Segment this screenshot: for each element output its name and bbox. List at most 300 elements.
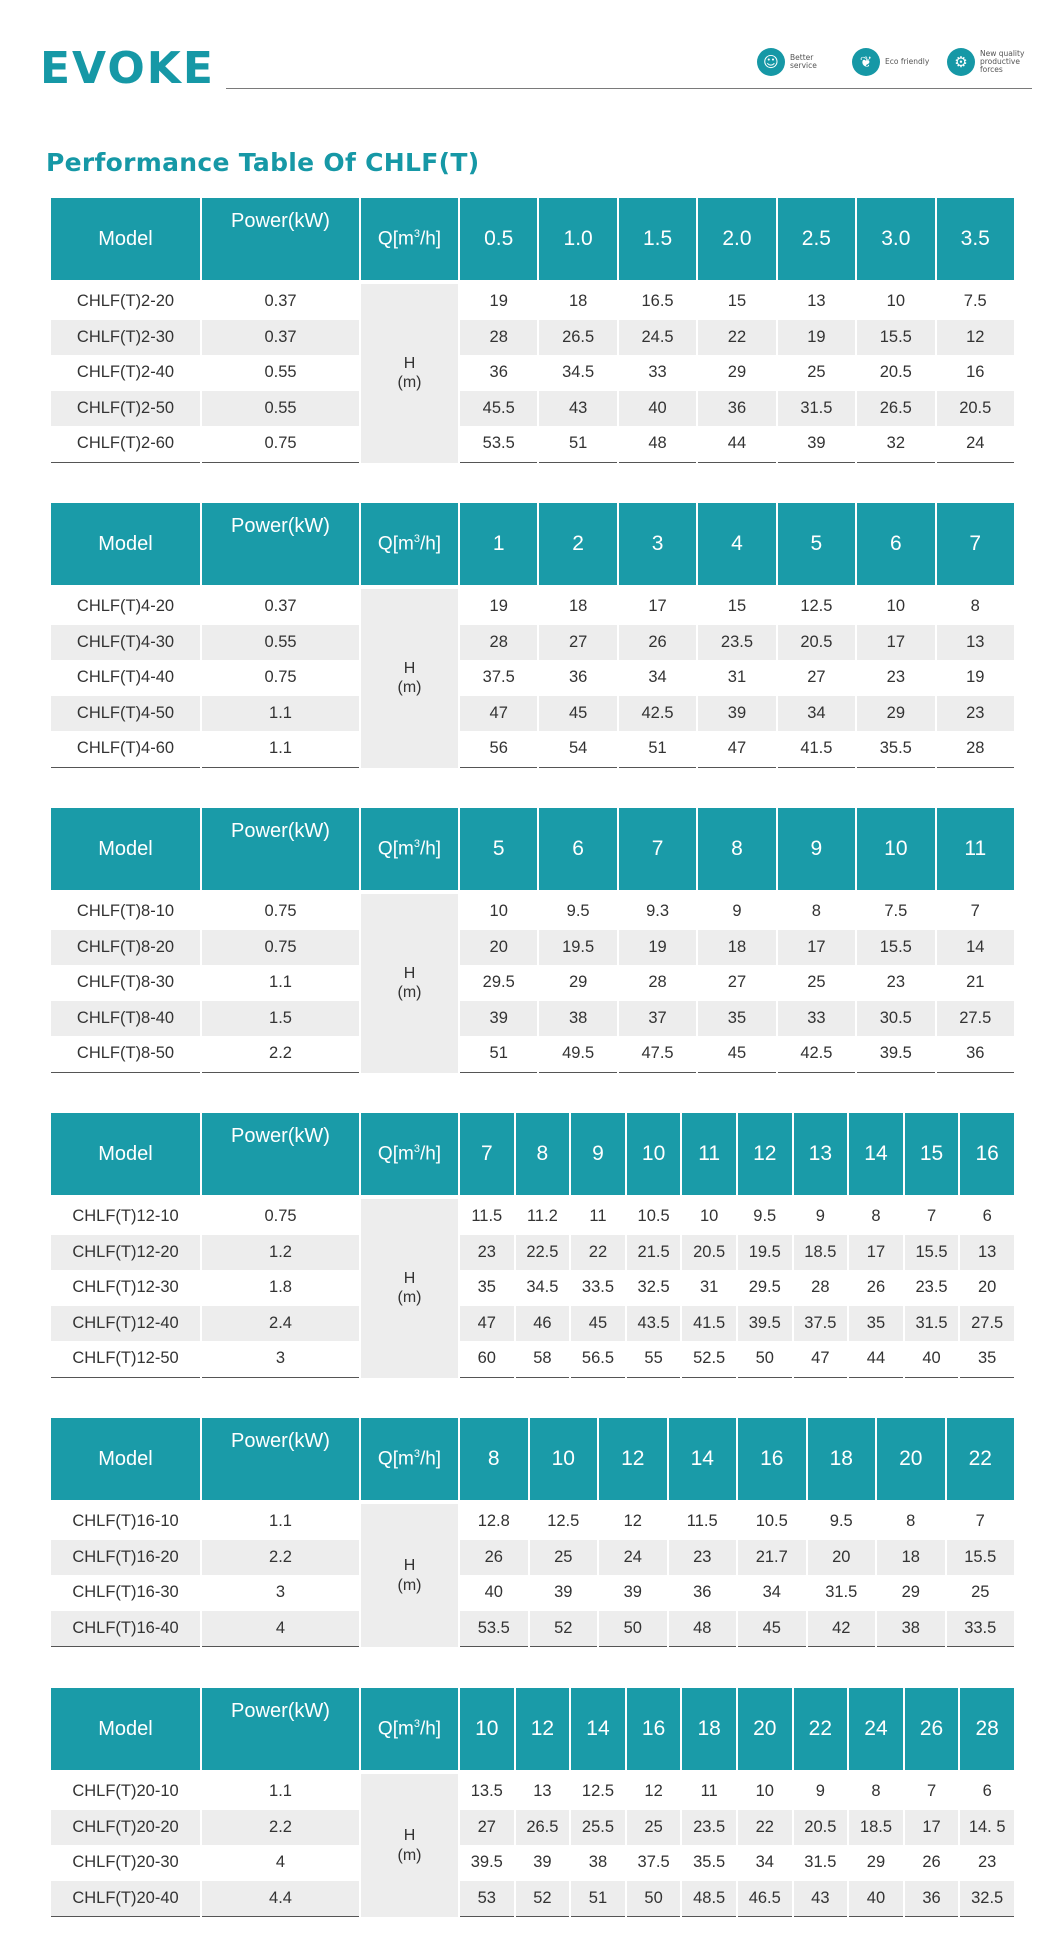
model-header: Model — [51, 1113, 200, 1195]
head-value-cell: 17 — [619, 585, 696, 625]
flow-unit-sup: 3 — [413, 1142, 420, 1155]
head-value-cell: 23 — [460, 1235, 514, 1271]
head-value-cell: 13 — [516, 1770, 570, 1810]
evoke-logo: EVOKE — [40, 43, 215, 94]
flow-rate-header: 6 — [857, 503, 934, 585]
head-value-cell: 19 — [460, 585, 537, 625]
head-unit: (m) — [397, 1289, 422, 1307]
flow-unit-header — [361, 808, 458, 890]
flow-rate-header: 10 — [460, 1688, 514, 1770]
power-cell: 0.37 — [202, 280, 359, 320]
table-row — [51, 1611, 1014, 1648]
table-row — [51, 1770, 1014, 1810]
flow-rate-header: 8 — [516, 1113, 570, 1195]
power-cell: 2.2 — [202, 1540, 359, 1576]
model-cell: CHLF(T)12-20 — [51, 1235, 200, 1271]
head-value-cell: 12.5 — [530, 1500, 598, 1540]
head-value-cell: 29 — [849, 1845, 903, 1881]
flow-rate-header: 16 — [738, 1418, 806, 1500]
head-value-cell: 35 — [460, 1270, 514, 1306]
head-value-cell: 12 — [599, 1500, 667, 1540]
model-header: Model — [51, 503, 200, 585]
flow-unit-suffix: /h] — [419, 228, 442, 250]
table-row — [51, 930, 1014, 966]
table-row — [51, 696, 1014, 732]
header-divider — [226, 88, 1032, 89]
head-value-cell: 35 — [960, 1341, 1014, 1378]
table-header-row — [51, 198, 1014, 280]
head-value-cell: 9.5 — [738, 1195, 792, 1235]
model-cell: CHLF(T)2-40 — [51, 355, 200, 391]
head-value-cell: 9.3 — [619, 890, 696, 930]
flow-unit-prefix: Q[m — [377, 1718, 414, 1740]
head-value-cell: 27.5 — [960, 1306, 1014, 1342]
flow-rate-header: 24 — [849, 1688, 903, 1770]
head-value-cell: 21.7 — [738, 1540, 806, 1576]
head-value-cell: 26 — [905, 1845, 959, 1881]
head-value-cell: 12 — [627, 1770, 681, 1810]
head-unit: (m) — [397, 1576, 422, 1594]
head-value-cell: 6 — [960, 1195, 1014, 1235]
table-row — [51, 280, 1014, 320]
head-value-cell: 36 — [905, 1881, 959, 1918]
model-cell: CHLF(T)12-30 — [51, 1270, 200, 1306]
flow-rate-header: 12 — [738, 1113, 792, 1195]
flow-unit-sup: 3 — [413, 837, 420, 850]
head-value-cell: 27 — [460, 1810, 514, 1846]
flow-rate-header: 8 — [698, 808, 775, 890]
power-cell: 4 — [202, 1611, 359, 1648]
head-value-cell: 17 — [905, 1810, 959, 1846]
head-value-cell: 25 — [627, 1810, 681, 1846]
flow-rate-header: 6 — [539, 808, 616, 890]
model-cell: CHLF(T)16-40 — [51, 1611, 200, 1648]
flow-rate-header: 5 — [460, 808, 537, 890]
head-value-cell: 7 — [905, 1770, 959, 1810]
head-value-cell: 20.5 — [857, 355, 934, 391]
table-row — [51, 1235, 1014, 1271]
power-cell: 3 — [202, 1341, 359, 1378]
head-value-cell: 52.5 — [682, 1341, 736, 1378]
head-value-cell: 6 — [960, 1770, 1014, 1810]
head-value-cell: 35 — [698, 1001, 775, 1037]
performance-table — [49, 198, 1016, 463]
head-value-cell: 16 — [937, 355, 1014, 391]
flow-rate-header: 16 — [627, 1688, 681, 1770]
head-value-cell: 44 — [698, 426, 775, 463]
flow-rate-header: 5 — [778, 503, 855, 585]
flow-unit-sup: 3 — [413, 1447, 420, 1460]
head-value-cell: 42.5 — [778, 1036, 855, 1073]
head-value-cell: 7.5 — [937, 280, 1014, 320]
head-value-cell: 25 — [530, 1540, 598, 1576]
head-value-cell: 9.5 — [539, 890, 616, 930]
head-value-cell: 41.5 — [682, 1306, 736, 1342]
head-value-cell: 20 — [460, 930, 537, 966]
table-row — [51, 1341, 1014, 1378]
head-value-cell: 31.5 — [794, 1845, 848, 1881]
head-value-cell: 23 — [669, 1540, 737, 1576]
head-value-cell: 19 — [778, 320, 855, 356]
head-value-cell: 38 — [539, 1001, 616, 1037]
head-value-cell: 34.5 — [539, 355, 616, 391]
head-value-cell: 20.5 — [794, 1810, 848, 1846]
head-value-cell: 53 — [460, 1881, 514, 1918]
power-cell: 4.4 — [202, 1881, 359, 1918]
model-cell: CHLF(T)12-50 — [51, 1341, 200, 1378]
head-value-cell: 20 — [960, 1270, 1014, 1306]
flow-rate-header: 2.5 — [778, 198, 855, 280]
head-value-cell: 51 — [460, 1036, 537, 1073]
head-value-cell: 23.5 — [905, 1270, 959, 1306]
head-label-cell — [361, 585, 458, 768]
flow-rate-header: 14 — [669, 1418, 737, 1500]
head-value-cell: 10 — [460, 890, 537, 930]
head-value-cell: 20.5 — [682, 1235, 736, 1271]
head-value-cell: 19 — [937, 660, 1014, 696]
model-cell: CHLF(T)4-30 — [51, 625, 200, 661]
head-value-cell: 15.5 — [905, 1235, 959, 1271]
person-service-icon: ☺ — [757, 48, 785, 76]
head-value-cell: 39 — [530, 1575, 598, 1611]
head-value-cell: 7 — [947, 1500, 1015, 1540]
head-value-cell: 37.5 — [627, 1845, 681, 1881]
flow-rate-header: 0.5 — [460, 198, 537, 280]
head-value-cell: 38 — [877, 1611, 945, 1648]
head-value-cell: 23.5 — [682, 1810, 736, 1846]
flow-unit-suffix: /h] — [419, 1718, 442, 1740]
head-value-cell: 42 — [808, 1611, 876, 1648]
head-value-cell: 23 — [960, 1845, 1014, 1881]
head-label: H — [403, 660, 416, 678]
head-value-cell: 43 — [794, 1881, 848, 1918]
model-cell: CHLF(T)12-10 — [51, 1195, 200, 1235]
head-value-cell: 47 — [460, 1306, 514, 1342]
head-label: H — [403, 965, 416, 983]
head-value-cell: 48 — [669, 1611, 737, 1648]
head-value-cell: 27 — [539, 625, 616, 661]
model-cell: CHLF(T)20-10 — [51, 1770, 200, 1810]
head-value-cell: 15 — [698, 585, 775, 625]
head-value-cell: 7 — [937, 890, 1014, 930]
head-value-cell: 39 — [460, 1001, 537, 1037]
head-value-cell: 39 — [698, 696, 775, 732]
flow-rate-header: 1 — [460, 503, 537, 585]
performance-table — [49, 503, 1016, 768]
head-label: H — [403, 1270, 416, 1288]
head-value-cell: 27 — [698, 965, 775, 1001]
power-cell: 0.75 — [202, 660, 359, 696]
head-value-cell: 39.5 — [857, 1036, 934, 1073]
head-value-cell: 18 — [539, 280, 616, 320]
power-header: Power(kW) — [202, 808, 359, 890]
head-value-cell: 33.5 — [571, 1270, 625, 1306]
performance-table — [49, 1688, 1016, 1917]
flow-unit-prefix: Q[m — [377, 228, 414, 250]
badge-new-quality — [947, 48, 1030, 76]
flow-rate-header: 10 — [530, 1418, 598, 1500]
model-cell: CHLF(T)2-60 — [51, 426, 200, 463]
head-value-cell: 11.5 — [669, 1500, 737, 1540]
head-value-cell: 51 — [619, 731, 696, 768]
performance-table — [49, 1418, 1016, 1647]
power-cell: 0.55 — [202, 391, 359, 427]
head-value-cell: 43 — [539, 391, 616, 427]
model-cell: CHLF(T)4-40 — [51, 660, 200, 696]
head-value-cell: 17 — [849, 1235, 903, 1271]
head-value-cell: 50 — [627, 1881, 681, 1918]
head-value-cell: 11.5 — [460, 1195, 514, 1235]
head-value-cell: 22 — [698, 320, 775, 356]
flow-rate-header: 7 — [619, 808, 696, 890]
head-value-cell: 28 — [619, 965, 696, 1001]
flow-unit-header — [361, 1418, 458, 1500]
head-value-cell: 34 — [778, 696, 855, 732]
flow-unit-suffix: /h] — [419, 838, 442, 860]
head-value-cell: 30.5 — [857, 1001, 934, 1037]
flow-rate-header: 12 — [599, 1418, 667, 1500]
head-value-cell: 50 — [599, 1611, 667, 1648]
header-badges — [757, 48, 1030, 76]
head-value-cell: 33.5 — [947, 1611, 1015, 1648]
head-label: H — [403, 1827, 416, 1845]
flow-unit-prefix: Q[m — [377, 533, 414, 555]
head-value-cell: 40 — [460, 1575, 528, 1611]
head-unit: (m) — [397, 1846, 422, 1864]
head-value-cell: 11.2 — [516, 1195, 570, 1235]
model-cell: CHLF(T)2-50 — [51, 391, 200, 427]
head-value-cell: 53.5 — [460, 426, 537, 463]
flow-unit-prefix: Q[m — [377, 1448, 414, 1470]
head-value-cell: 26.5 — [516, 1810, 570, 1846]
flow-unit-prefix: Q[m — [377, 838, 414, 860]
head-value-cell: 40 — [849, 1881, 903, 1918]
head-label-cell — [361, 1770, 458, 1917]
flow-rate-header: 1.5 — [619, 198, 696, 280]
head-value-cell: 8 — [849, 1770, 903, 1810]
badge-label: Eco friendly — [885, 56, 930, 66]
head-value-cell: 25 — [947, 1575, 1015, 1611]
flow-rate-header: 3.0 — [857, 198, 934, 280]
power-cell: 1.1 — [202, 731, 359, 768]
head-value-cell: 18 — [539, 585, 616, 625]
head-value-cell: 25.5 — [571, 1810, 625, 1846]
head-value-cell: 39 — [599, 1575, 667, 1611]
head-value-cell: 23.5 — [698, 625, 775, 661]
head-value-cell: 43.5 — [627, 1306, 681, 1342]
flow-unit-header — [361, 1113, 458, 1195]
badge-better-service — [757, 48, 840, 76]
model-header: Model — [51, 198, 200, 280]
head-value-cell: 11 — [682, 1770, 736, 1810]
power-header: Power(kW) — [202, 1688, 359, 1770]
head-value-cell: 18 — [877, 1540, 945, 1576]
head-value-cell: 18.5 — [849, 1810, 903, 1846]
head-value-cell: 45.5 — [460, 391, 537, 427]
head-value-cell: 51 — [571, 1881, 625, 1918]
table-header-row — [51, 503, 1014, 585]
flow-unit-sup: 3 — [413, 227, 420, 240]
head-value-cell: 15.5 — [857, 320, 934, 356]
head-value-cell: 34 — [619, 660, 696, 696]
head-value-cell: 32.5 — [627, 1270, 681, 1306]
head-value-cell: 9 — [794, 1770, 848, 1810]
head-value-cell: 27 — [778, 660, 855, 696]
power-cell: 0.75 — [202, 426, 359, 463]
head-value-cell: 26 — [619, 625, 696, 661]
head-value-cell: 25 — [778, 355, 855, 391]
head-value-cell: 17 — [778, 930, 855, 966]
head-value-cell: 47 — [794, 1341, 848, 1378]
head-value-cell: 7 — [905, 1195, 959, 1235]
power-cell: 4 — [202, 1845, 359, 1881]
power-cell: 0.55 — [202, 355, 359, 391]
head-value-cell: 12.5 — [778, 585, 855, 625]
model-cell: CHLF(T)2-30 — [51, 320, 200, 356]
model-header: Model — [51, 808, 200, 890]
head-value-cell: 31 — [682, 1270, 736, 1306]
head-value-cell: 16.5 — [619, 280, 696, 320]
head-value-cell: 54 — [539, 731, 616, 768]
head-value-cell: 28 — [460, 320, 537, 356]
head-value-cell: 37 — [619, 1001, 696, 1037]
head-value-cell: 27.5 — [937, 1001, 1014, 1037]
head-value-cell: 46 — [516, 1306, 570, 1342]
head-value-cell: 36 — [669, 1575, 737, 1611]
flow-rate-header: 28 — [960, 1688, 1014, 1770]
table-row — [51, 320, 1014, 356]
head-value-cell: 44 — [849, 1341, 903, 1378]
head-value-cell: 17 — [857, 625, 934, 661]
head-value-cell: 22 — [738, 1810, 792, 1846]
power-cell: 2.2 — [202, 1810, 359, 1846]
table-row — [51, 585, 1014, 625]
power-cell: 0.55 — [202, 625, 359, 661]
head-value-cell: 34.5 — [516, 1270, 570, 1306]
head-value-cell: 12 — [937, 320, 1014, 356]
flow-rate-header: 11 — [682, 1113, 736, 1195]
head-value-cell: 22.5 — [516, 1235, 570, 1271]
head-value-cell: 37.5 — [794, 1306, 848, 1342]
head-value-cell: 29.5 — [460, 965, 537, 1001]
head-value-cell: 53.5 — [460, 1611, 528, 1648]
flow-unit-prefix: Q[m — [377, 1143, 414, 1165]
flow-rate-header: 10 — [627, 1113, 681, 1195]
power-cell: 0.75 — [202, 890, 359, 930]
head-value-cell: 48.5 — [682, 1881, 736, 1918]
power-cell: 3 — [202, 1575, 359, 1611]
head-value-cell: 49.5 — [539, 1036, 616, 1073]
head-value-cell: 12.8 — [460, 1500, 528, 1540]
head-value-cell: 33 — [778, 1001, 855, 1037]
head-value-cell: 20.5 — [937, 391, 1014, 427]
head-value-cell: 23 — [857, 965, 934, 1001]
head-value-cell: 39 — [516, 1845, 570, 1881]
head-value-cell: 7.5 — [857, 890, 934, 930]
model-cell: CHLF(T)16-10 — [51, 1500, 200, 1540]
head-value-cell: 50 — [738, 1341, 792, 1378]
power-cell: 1.2 — [202, 1235, 359, 1271]
model-cell: CHLF(T)8-10 — [51, 890, 200, 930]
flow-rate-header: 3 — [619, 503, 696, 585]
head-value-cell: 10 — [682, 1195, 736, 1235]
eco-leaf-icon: ❦ — [852, 48, 880, 76]
head-unit: (m) — [397, 679, 422, 697]
head-value-cell: 55 — [627, 1341, 681, 1378]
head-value-cell: 35.5 — [682, 1845, 736, 1881]
flow-rate-header: 2.0 — [698, 198, 775, 280]
flow-rate-header: 22 — [794, 1688, 848, 1770]
power-header: Power(kW) — [202, 503, 359, 585]
flow-unit-suffix: /h] — [419, 533, 442, 555]
head-value-cell: 45 — [539, 696, 616, 732]
head-value-cell: 14 — [937, 930, 1014, 966]
power-cell: 1.1 — [202, 1770, 359, 1810]
head-value-cell: 31.5 — [905, 1306, 959, 1342]
model-cell: CHLF(T)8-40 — [51, 1001, 200, 1037]
head-value-cell: 23 — [937, 696, 1014, 732]
performance-table — [49, 1113, 1016, 1378]
head-unit: (m) — [397, 984, 422, 1002]
model-cell: CHLF(T)2-20 — [51, 280, 200, 320]
head-value-cell: 34 — [738, 1575, 806, 1611]
table-row — [51, 1881, 1014, 1918]
model-cell: CHLF(T)16-30 — [51, 1575, 200, 1611]
head-value-cell: 37.5 — [460, 660, 537, 696]
head-value-cell: 13 — [960, 1235, 1014, 1271]
table-row — [51, 965, 1014, 1001]
head-value-cell: 60 — [460, 1341, 514, 1378]
head-value-cell: 45 — [571, 1306, 625, 1342]
head-value-cell: 35 — [849, 1306, 903, 1342]
head-label-cell — [361, 1195, 458, 1378]
head-value-cell: 26.5 — [539, 320, 616, 356]
head-value-cell: 20 — [808, 1540, 876, 1576]
head-value-cell: 11 — [571, 1195, 625, 1235]
flow-rate-header: 20 — [877, 1418, 945, 1500]
power-cell: 1.8 — [202, 1270, 359, 1306]
power-cell: 2.2 — [202, 1036, 359, 1073]
head-value-cell: 48 — [619, 426, 696, 463]
flow-rate-header: 18 — [682, 1688, 736, 1770]
table-header-row — [51, 808, 1014, 890]
head-value-cell: 36 — [539, 660, 616, 696]
head-value-cell: 10 — [738, 1770, 792, 1810]
head-value-cell: 36 — [937, 1036, 1014, 1073]
model-cell: CHLF(T)8-50 — [51, 1036, 200, 1073]
head-value-cell: 9 — [698, 890, 775, 930]
head-value-cell: 29 — [877, 1575, 945, 1611]
flow-rate-header: 22 — [947, 1418, 1015, 1500]
head-value-cell: 12.5 — [571, 1770, 625, 1810]
head-value-cell: 14. 5 — [960, 1810, 1014, 1846]
table-row — [51, 625, 1014, 661]
head-unit: (m) — [397, 374, 422, 392]
head-label-cell — [361, 890, 458, 1073]
flow-unit-suffix: /h] — [419, 1448, 442, 1470]
head-value-cell: 39.5 — [460, 1845, 514, 1881]
flow-rate-header: 13 — [794, 1113, 848, 1195]
head-value-cell: 31.5 — [808, 1575, 876, 1611]
head-value-cell: 45 — [738, 1611, 806, 1648]
table-row — [51, 391, 1014, 427]
head-label: H — [403, 355, 416, 373]
head-value-cell: 42.5 — [619, 696, 696, 732]
table-row — [51, 1001, 1014, 1037]
flow-rate-header: 12 — [516, 1688, 570, 1770]
model-cell: CHLF(T)4-50 — [51, 696, 200, 732]
power-cell: 1.1 — [202, 1500, 359, 1540]
